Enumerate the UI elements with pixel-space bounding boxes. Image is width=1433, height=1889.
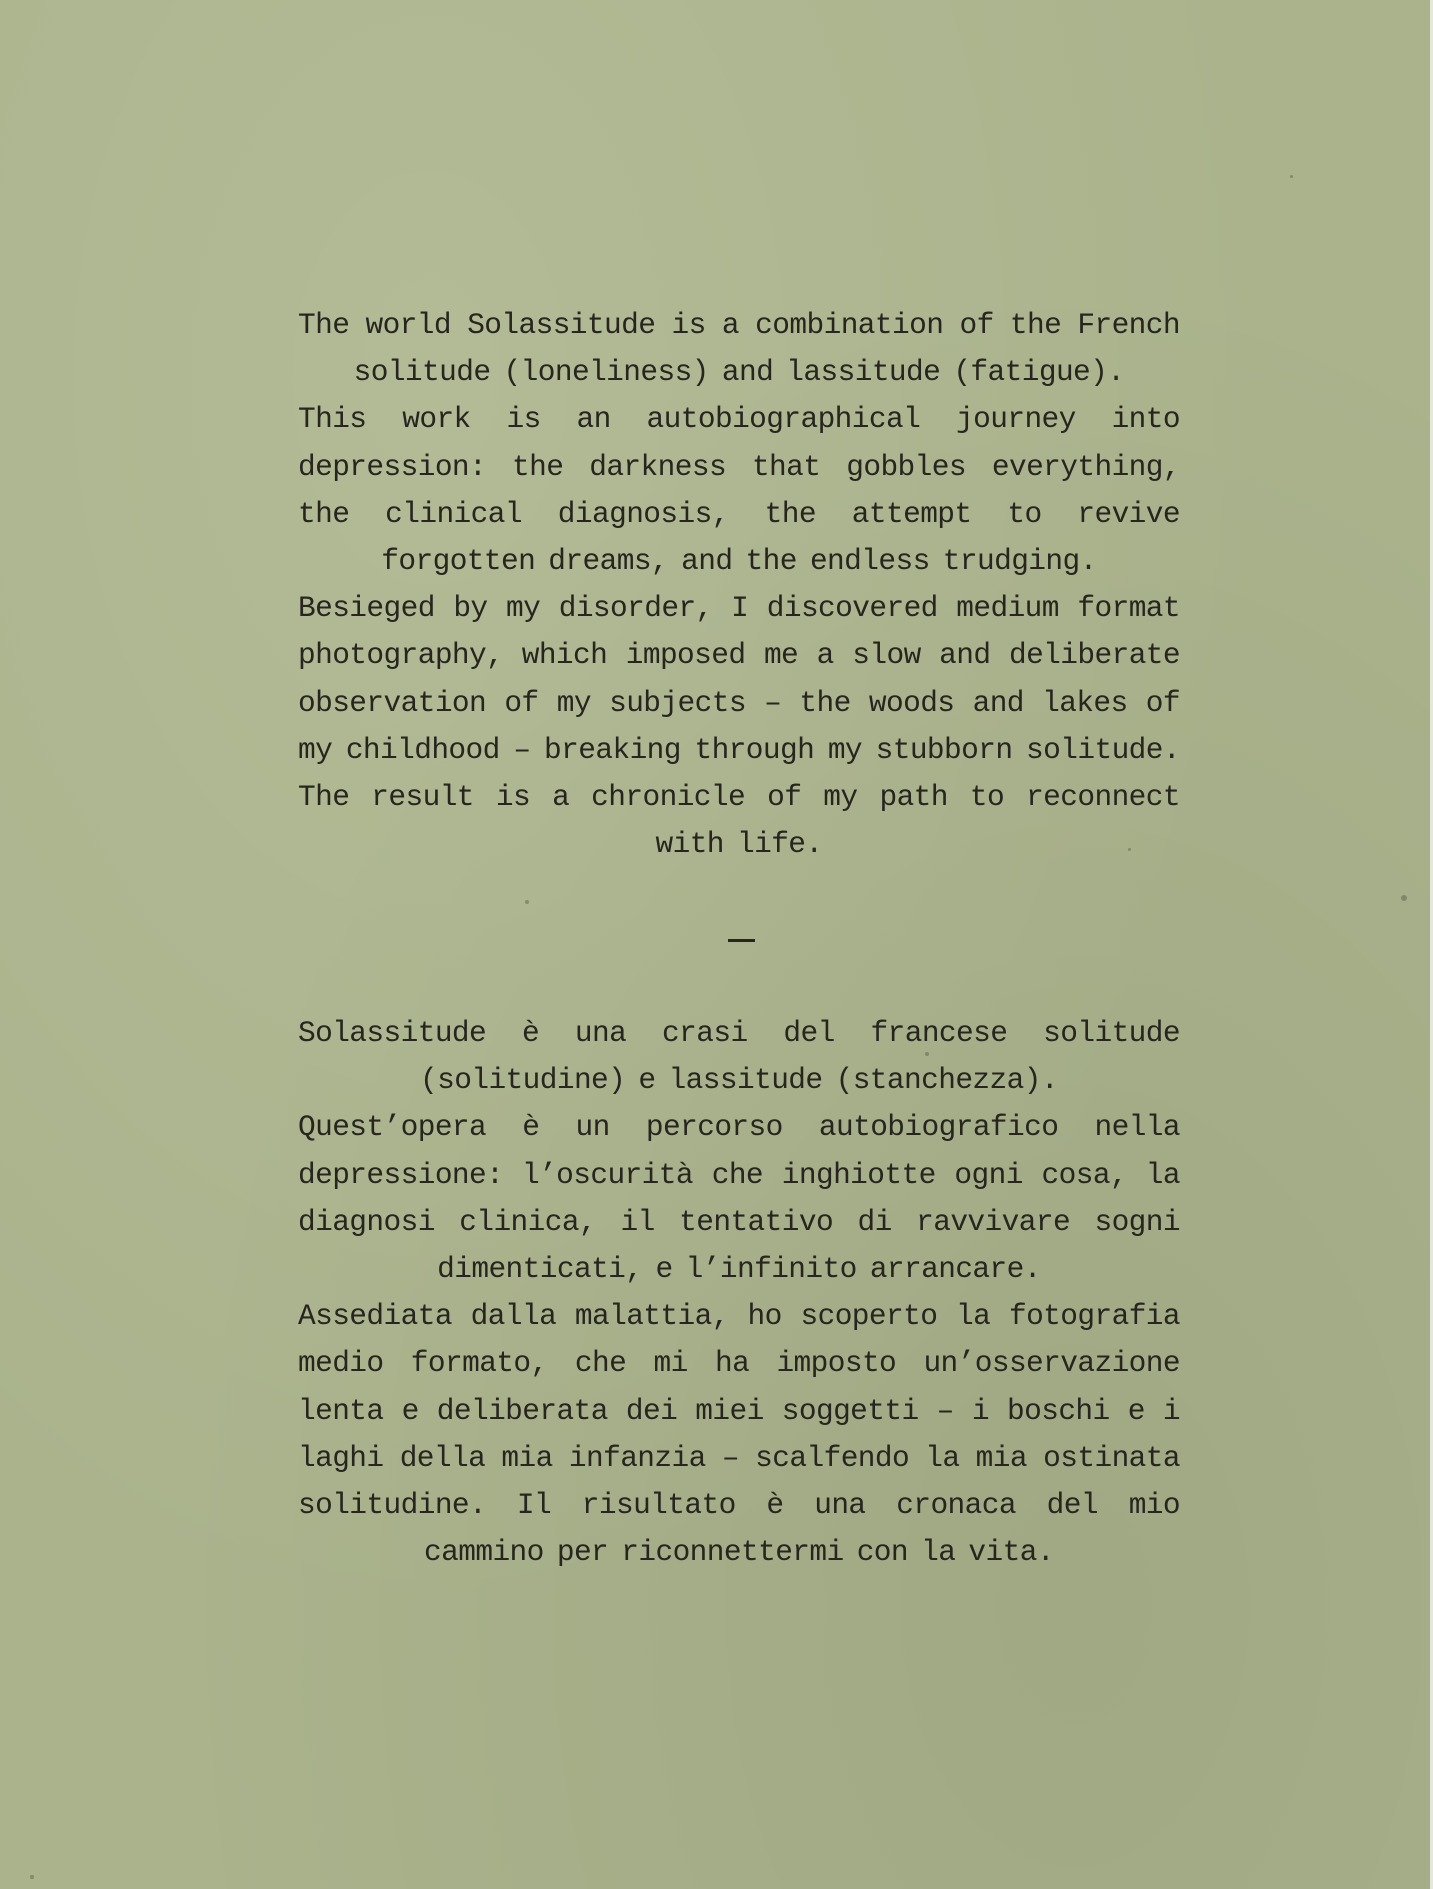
paper-speck (925, 1052, 929, 1056)
italian-paragraph-journey: Quest’opera è un percorso autobiografico nella depressione: l’oscurità che inghiotte ogni cosa, la diagnosi clinica, il tentativo di ravvivare sogni dimenticati, e l’infinito arrancare. (298, 1110, 1180, 1287)
paper-speck (1401, 895, 1407, 901)
english-paragraph-title: The world Solassitude is a combination of the French solitude (loneliness) and lassitude (fatigue). (298, 308, 1180, 390)
italian-text-block (298, 1010, 1180, 1576)
english-paragraph-photography: Besieged by my disorder, I discovered medium format photography, which imposed me a slow and deliberate observation of my subjects – the woods and lakes of my childhood – breaking through my stubborn solitude. The result is a chronicle of my path to reconnect with life. (298, 591, 1180, 862)
english-paragraph-journey: This work is an autobiographical journey into depression: the darkness that gobbles everything, the clinical diagnosis, the attempt to revive forgotten dreams, and the endless trudging. (298, 402, 1180, 579)
paper-speck (30, 1875, 34, 1879)
paper-speck (525, 900, 529, 904)
italian-paragraph-photography: Assediata dalla malattia, ho scoperto la fotografia medio formato, che mi ha imposto un’osservazione lenta e deliberata dei miei soggetti – i boschi e i laghi della mia infanzia – scalfendo la mia ostinata solitudine. Il risultato è una cronaca del mio cammino per riconnettermi con la vita. (298, 1299, 1180, 1570)
paper-speck (1290, 175, 1293, 178)
english-text-block (298, 302, 1180, 868)
section-divider (728, 939, 755, 942)
italian-paragraph-title: Solassitude è una crasi del francese solitude (solitudine) e lassitude (stanchezza). (298, 1016, 1180, 1098)
paper-speck (1128, 848, 1131, 851)
